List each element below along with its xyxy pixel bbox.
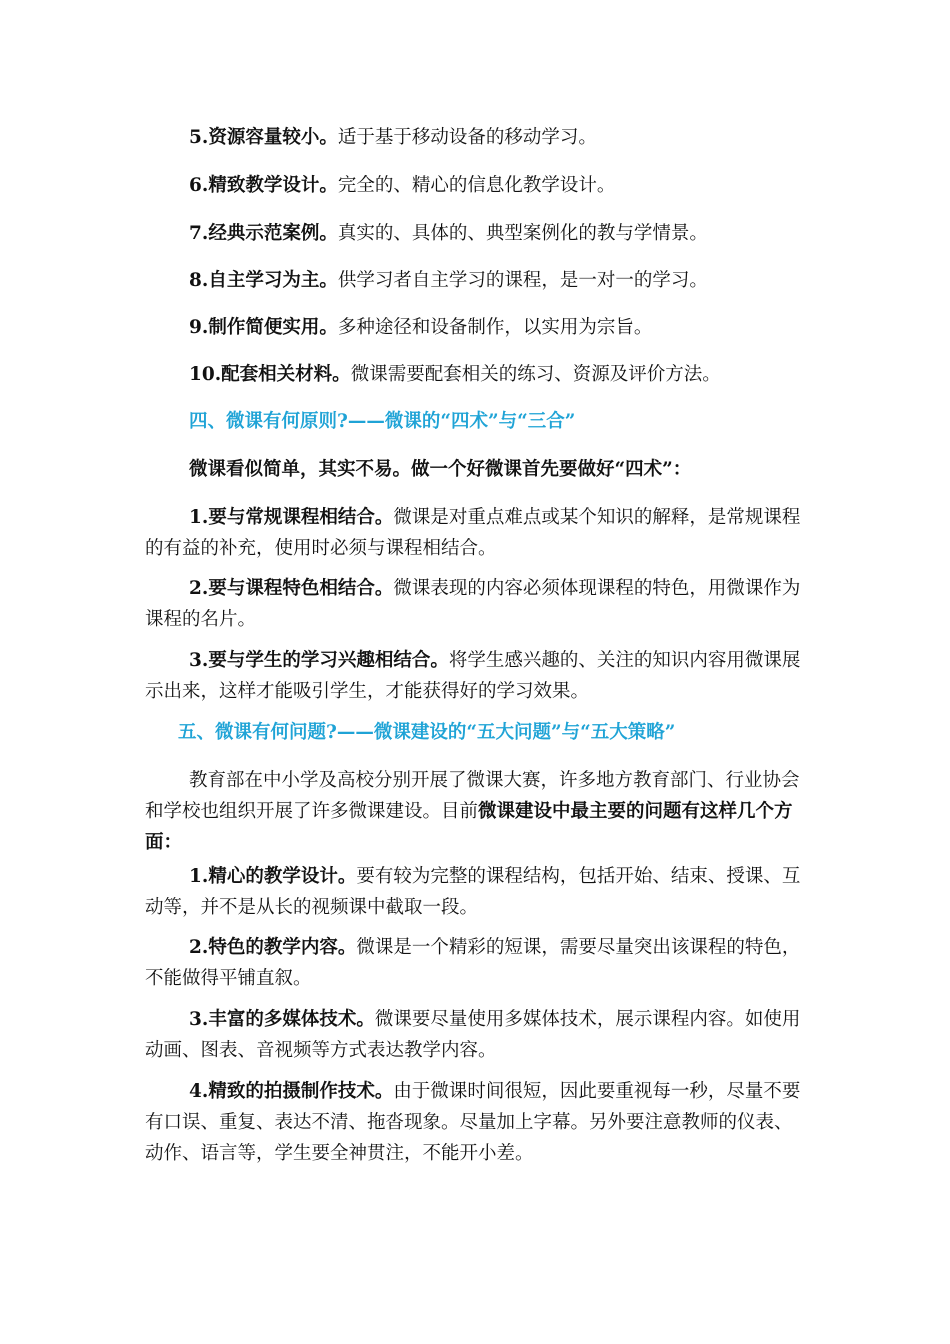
item-lead: 1.精心的教学设计。 <box>189 866 357 887</box>
list-item <box>145 218 805 249</box>
section-heading: 四、微课有何原则?——微课的“四术”与“三合” <box>189 411 576 432</box>
item-lead: 8.自主学习为主。 <box>189 270 338 291</box>
section-intro <box>145 765 805 858</box>
list-item <box>145 359 805 390</box>
list-item <box>145 932 805 994</box>
list-item <box>145 573 805 635</box>
list-item <box>145 265 805 296</box>
item-lead: 9.制作简便实用。 <box>189 317 338 338</box>
item-lead: 2.特色的教学内容。 <box>189 937 357 958</box>
item-body: 要有较为完整的课程结构，包括开始、结束、授课、互动等，并不是从长的视频课中截取一段。 <box>145 866 801 918</box>
item-body: 微课是对重点难点或某个知识的解释，是常规课程的有益的补充，使用时必须与课程相结合。 <box>145 507 801 559</box>
item-lead: 4.精致的拍摄制作技术。 <box>189 1081 394 1102</box>
list-item <box>145 122 805 153</box>
item-lead: 7.经典示范案例。 <box>189 223 338 244</box>
item-body: 多种途径和设备制作，以实用为宗旨。 <box>337 317 653 338</box>
item-body: 真实的、具体的、典型案例化的教与学情景。 <box>337 223 708 244</box>
section-heading: 五、微课有何问题?——微课建设的“五大问题”与“五大策略” <box>178 722 676 743</box>
item-body: 由于微课时间很短，因此要重视每一秒，尽量不要有口误、重复、表达不清、拖沓现象。尽量加上字幕。另外要注意教师的仪表、动作、语言等，学生要全神贯注，不能开小差。 <box>145 1081 801 1164</box>
item-lead: 3.丰富的多媒体技术。 <box>189 1009 375 1030</box>
list-item <box>145 502 805 564</box>
item-body: 微课要尽量使用多媒体技术，展示课程内容。如使用动画、图表、音视频等方式表达教学内容。 <box>145 1009 801 1061</box>
item-lead: 10.配套相关材料。 <box>189 364 351 385</box>
item-body: 微课需要配套相关的练习、资源及评价方法。 <box>350 364 721 385</box>
item-body: 供学习者自主学习的课程，是一对一的学习。 <box>337 270 708 291</box>
item-lead: 3.要与学生的学习兴趣相结合。 <box>189 650 449 671</box>
item-lead: 2.要与课程特色相结合。 <box>189 578 394 599</box>
list-item <box>145 170 805 201</box>
item-body: 将学生感兴趣的、关注的知识内容用微课展示出来，这样才能吸引学生，才能获得好的学习效果。 <box>145 650 801 702</box>
list-item <box>145 1004 805 1066</box>
item-body: 完全的、精心的信息化教学设计。 <box>337 175 616 196</box>
list-item <box>145 312 805 343</box>
list-item <box>145 645 805 707</box>
item-lead: 6.精致教学设计。 <box>189 175 338 196</box>
item-body: 适于基于移动设备的移动学习。 <box>337 127 597 148</box>
item-body: 微课表现的内容必须体现课程的特色，用微课作为课程的名片。 <box>145 578 801 630</box>
list-item <box>145 1076 805 1169</box>
section-intro: 微课看似简单，其实不易。做一个好微课首先要做好“四术”： <box>189 459 692 480</box>
item-body: 微课是一个精彩的短课，需要尽量突出该课程的特色，不能做得平铺直叙。 <box>145 937 801 989</box>
intro-emphasis: 微课建设中最主要的问题有这样几个方面： <box>145 801 793 853</box>
list-item <box>145 861 805 923</box>
intro-text: 教育部在中小学及高校分别开展了微课大赛，许多地方教育部门、行业协会和学校也组织开展了许多微课建设。目前 <box>145 770 800 822</box>
item-lead: 5.资源容量较小。 <box>189 127 338 148</box>
item-lead: 1.要与常规课程相结合。 <box>189 507 394 528</box>
